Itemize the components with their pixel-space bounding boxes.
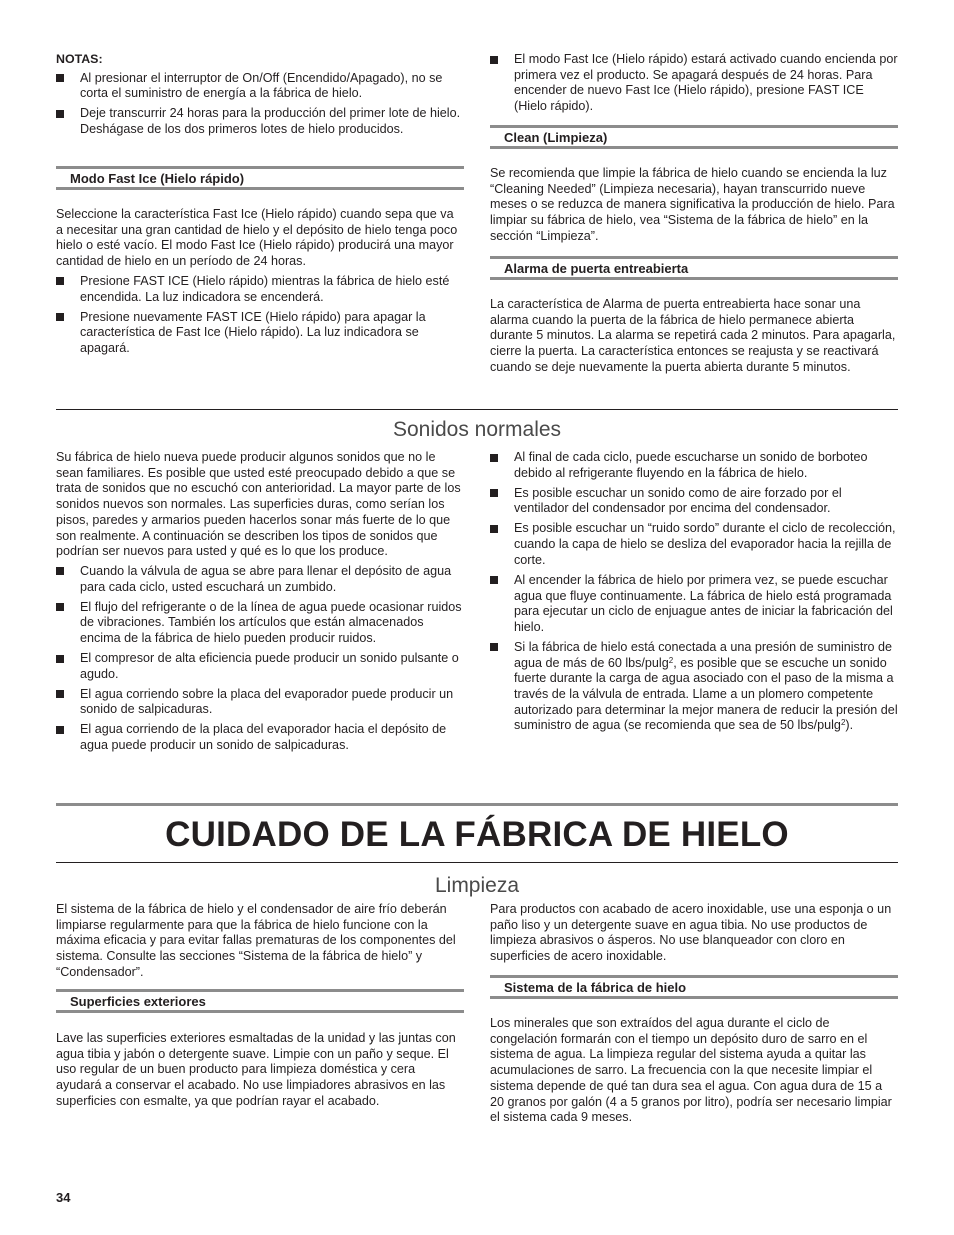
bullet-square-icon bbox=[56, 690, 64, 698]
fast-ice-list bbox=[56, 274, 464, 357]
icemaker-system-text: Los minerales que son extraídos del agua durante el ciclo de congelación formarán con el tiempo un depósito duro de sarro en el sistema de agua. La limpieza regular del sistema ayuda a quitar las acumulaciones de sarro. La frecuencia con la que necesite limpiar el sistema depende de qué tan dura sea el agua. Con agua dura de 15 a 20 granos por galón (4 a 5 granos por litro), podría ser necesario limpiar el sistema cada 9 meses. bbox=[490, 1016, 892, 1125]
bullet-square-icon bbox=[56, 603, 64, 611]
bullet-square-icon bbox=[490, 576, 498, 584]
bullet-square-icon bbox=[56, 567, 64, 575]
door-alarm-heading: Alarma de puerta entreabierta bbox=[490, 256, 898, 280]
page-title: CUIDADO DE LA FÁBRICA DE HIELO bbox=[165, 815, 789, 854]
section-divider bbox=[56, 409, 898, 410]
list-item: Cuando la válvula de agua se abre para llenar el depósito de agua para cada ciclo, usted escuchará un zumbido. bbox=[56, 564, 464, 595]
bullet-square-icon bbox=[56, 277, 64, 285]
list-item: El compresor de alta eficiencia puede producir un sonido pulsante o agudo. bbox=[56, 651, 464, 682]
list-item: Deje transcurrir 24 horas para la producción del primer lote de hielo. Deshágase de los dos primeros lotes de hielo producidos. bbox=[56, 106, 464, 137]
bullet-square-icon bbox=[56, 655, 64, 663]
list-item: Es posible escuchar un “ruido sordo” durante el ciclo de recolección, cuando la capa de hielo se desliza del evaporador hacia la rejilla de corte. bbox=[490, 521, 898, 568]
icemaker-system-heading: Sistema de la fábrica de hielo bbox=[490, 975, 898, 999]
bullet-square-icon bbox=[490, 525, 498, 533]
list-item: El agua corriendo sobre la placa del evaporador puede producir un sonido de salpicaduras. bbox=[56, 687, 464, 718]
list-item: Al final de cada ciclo, puede escucharse un sonido de borboteo debido al refrigerante fluyendo en la fábrica de hielo. bbox=[490, 450, 898, 481]
title-rule-bottom bbox=[56, 862, 898, 863]
door-alarm-text: La característica de Alarma de puerta entreabierta hace sonar una alarma cuando la puerta de la fábrica de hielo permanece abierta durante 5 minutos. La alarma se repetirá cada 2 minutos. Para apagarla, cierre la puerta. La característica entonces se reajusta y se reactivará cuando se deje nuevamente la puerta abierta durante 5 minutos. bbox=[490, 297, 896, 374]
sounds-left-list bbox=[56, 564, 464, 754]
sounds-right bbox=[490, 450, 898, 738]
notes-title: NOTAS: bbox=[56, 52, 103, 66]
bullet-square-icon bbox=[56, 726, 64, 734]
sounds-right-list bbox=[490, 450, 898, 734]
bullet-square-icon bbox=[56, 110, 64, 118]
cleaning-heading: Limpieza bbox=[434, 874, 520, 897]
door-alarm-block bbox=[490, 297, 898, 380]
fast-ice-continued bbox=[490, 52, 898, 119]
clean-heading: Clean (Limpieza) bbox=[490, 125, 898, 149]
clean-block bbox=[490, 166, 898, 249]
list-item: El modo Fast Ice (Hielo rápido) estará activado cuando encienda por primera vez el producto. Se apagará después de 24 horas. Para encender de nuevo Fast Ice (Hielo rápido), presione FAST ICE (Hielo rápido). bbox=[490, 52, 898, 115]
bullet-square-icon bbox=[490, 56, 498, 64]
clean-text: Se recomienda que limpie la fábrica de hielo cuando se encienda la luz “Cleaning Needed” (Limpieza necesaria), hayan transcurrido nueve meses o se reduzca de manera significativa la producción de hielo. Para limpiar su fábrica de hielo, vea “Sistema de la fábrica de hielo” en la sección “Limpieza”. bbox=[490, 166, 895, 243]
stainless-block bbox=[490, 902, 898, 969]
fast-ice-intro: Seleccione la característica Fast Ice (Hielo rápido) cuando sepa que va a necesitar una gran cantidad de hielo y el depósito de hielo tenga poco hielo o esté vacío. El modo Fast Ice (Hielo rápido) producirá una mayor cantidad de hielo en un período de 24 horas. bbox=[56, 207, 458, 269]
list-item: El agua corriendo de la placa del evaporador hacia el depósito de agua puede producir un sonido de salpicaduras. bbox=[56, 722, 464, 753]
list-item: El flujo del refrigerante o de la línea de agua puede ocasionar ruidos de vibraciones. También los artículos que están almacenados encima de la fábrica de hielo pueden producir ruidos. bbox=[56, 600, 464, 647]
bullet-square-icon bbox=[56, 74, 64, 82]
fast-ice-block bbox=[56, 207, 464, 361]
cleaning-intro: El sistema de la fábrica de hielo y el condensador de aire frío deberán limpiarse regularmente para que la fábrica de hielo funcione con la máxima eficacia y para evitar fallas prematuras de los componentes del sistema. Consulte las secciones “Sistema de la fábrica de hielo” y “Condensador”. bbox=[56, 902, 456, 979]
sounds-intro: Su fábrica de hielo nueva puede producir algunos sonidos que no le sean familiares. Es posible que usted esté preocupado debido a que se trata de sonidos que no escuchó con anterioridad. La mayor parte de los sonidos nuevos son normales. Las superficies duras, como serían los pisos, paredes y armarios pueden hacerlos sonar más fuerte de lo que son realmente. A continuación se describen los tipos de sonidos que podrían ser nuevos para usted y qué es lo que los produce. bbox=[56, 450, 461, 559]
bullet-square-icon bbox=[490, 489, 498, 497]
fast-ice-heading: Modo Fast Ice (Hielo rápido) bbox=[56, 166, 464, 190]
list-item: Si la fábrica de hielo está conectada a una presión de suministro de agua de más de 60 lbs/pulg$^2$, es posible que se escuche un sonido fuerte durante la carga de agua asociado con el paso de la misma a través de la válvula de entrada. Llame a un plomero competente autorizado para determinar la mejor manera de reducir la presión del suministro de agua (se recomienda que sea de 50 lbs/pulg$^2$). bbox=[490, 640, 898, 734]
sounds-heading: Sonidos normales bbox=[392, 418, 562, 441]
bullet-square-icon bbox=[490, 454, 498, 462]
stainless-text: Para productos con acabado de acero inoxidable, use una esponja o un paño liso y un detergente suave en agua tibia. No use productos de limpieza abrasivos o ásperos. No use blanqueador con cloro en superficies de acero inoxidable. bbox=[490, 902, 892, 964]
cleaning-intro-block bbox=[56, 902, 464, 985]
bullet-square-icon bbox=[56, 313, 64, 321]
icemaker-system-block bbox=[490, 1016, 898, 1130]
list-item: Al encender la fábrica de hielo por primera vez, se puede escuchar agua que fluye continuamente. La fábrica de hielo está programada para ejecutar un ciclo de enjuague antes de iniciar la fabricación del hielo. bbox=[490, 573, 898, 636]
notes-list bbox=[56, 71, 464, 138]
title-rule-top bbox=[56, 803, 898, 806]
exterior-block bbox=[56, 1031, 464, 1114]
page-number: 34 bbox=[56, 1190, 71, 1205]
bullet-square-icon bbox=[490, 643, 498, 651]
list-item: Presione FAST ICE (Hielo rápido) mientras la fábrica de hielo esté encendida. La luz indicadora se encenderá. bbox=[56, 274, 464, 305]
list-item: Presione nuevamente FAST ICE (Hielo rápido) para apagar la característica de Fast Ice (Hielo rápido). La luz indicadora se apagará. bbox=[56, 310, 464, 357]
notes-block bbox=[56, 52, 464, 142]
exterior-heading: Superficies exteriores bbox=[56, 989, 464, 1013]
sounds-left bbox=[56, 450, 464, 758]
exterior-text: Lave las superficies exteriores esmaltadas de la unidad y las juntas con agua tibia y jabón o detergente suave. Limpie con un paño y seque. El uso regular de un buen producto para limpieza doméstica y cera ayudará a conservar el acabado. No use limpiadores abrasivos en las superficies con esmalte, ya que podrían rayar el acabado. bbox=[56, 1031, 456, 1108]
list-item: Al presionar el interruptor de On/Off (Encendido/Apagado), no se corta el suministro de energía a la fábrica de hielo. bbox=[56, 71, 464, 102]
list-item: Es posible escuchar un sonido como de aire forzado por el ventilador del condensador por encima del condensador. bbox=[490, 486, 898, 517]
